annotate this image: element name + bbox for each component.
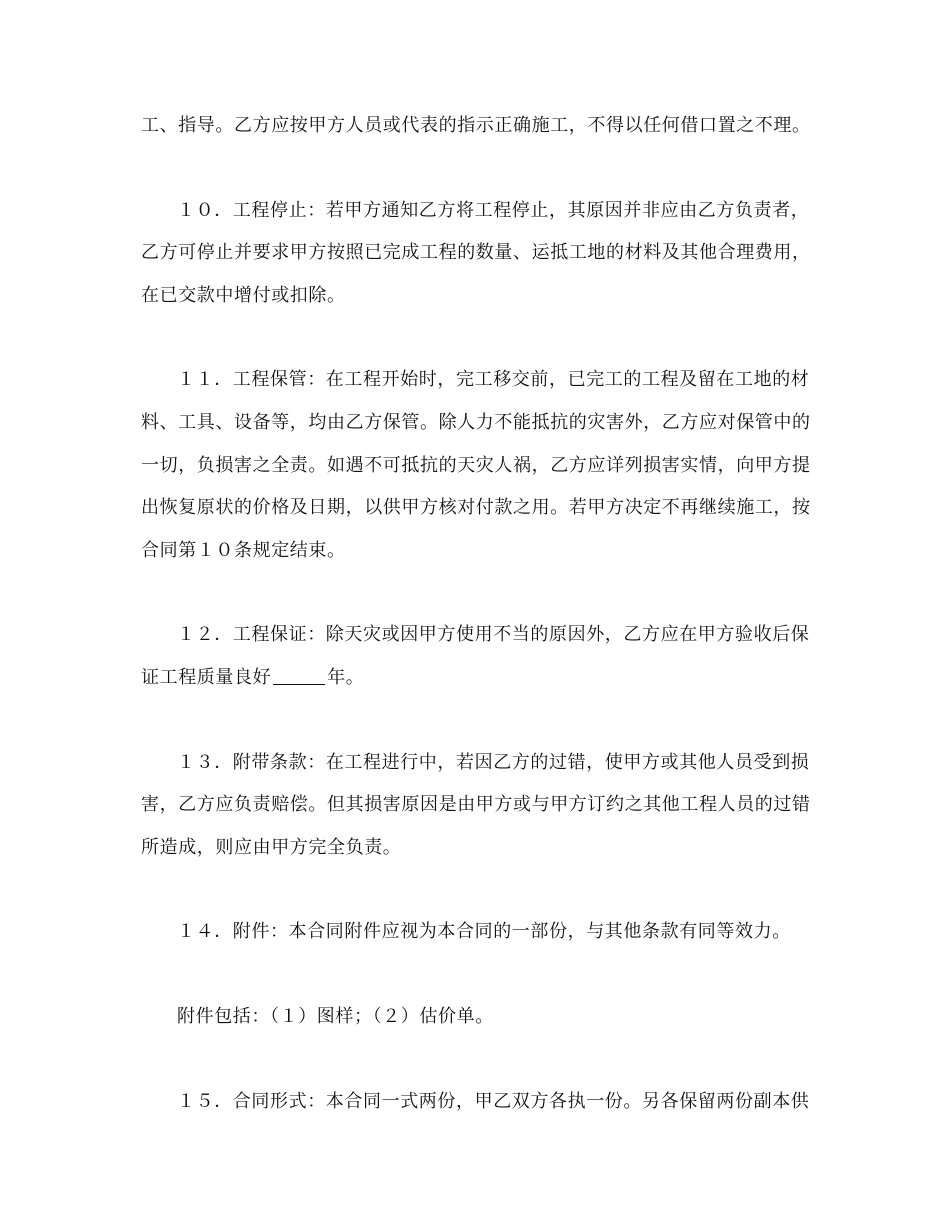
clause-13-line-2: 害，乙方应负责赔偿。但其损害原因是由甲方或与甲方订约之其他工程人员的过错 [141, 794, 811, 815]
fill-in-blank-years [273, 666, 325, 685]
clause-14-line: １４．附件：本合同附件应视为本合同的一部份，与其他条款有同等效力。 [177, 921, 791, 942]
paragraph-9-tail: 工、指导。乙方应按甲方人员或代表的指示正确施工，不得以任何借口置之不理。 [141, 115, 811, 136]
clause-11-line-4: 出恢复原状的价格及日期，以供甲方核对付款之用。若甲方决定不再继续施工，按 [141, 497, 811, 518]
clause-10-line-1: １０．工程停止：若甲方通知乙方将工程停止，其原因并非应由乙方负责者， [177, 200, 810, 221]
clause-10-line-2: 乙方可停止并要求甲方按照已完成工程的数量、运抵工地的材料及其他合理费用， [141, 242, 811, 263]
clause-12-line-1: １２．工程保证：除天灾或因甲方使用不当的原因外，乙方应在甲方验收后保 [177, 624, 810, 645]
clause-11-line-3: 一切，负损害之全责。如遇不可抵抗的天灾人祸，乙方应详列损害实情，向甲方提 [141, 455, 811, 476]
attachments-list: 附件包括：（１）图样；（２）估价单。 [177, 1006, 494, 1027]
clause-12-line-2 [141, 666, 821, 690]
clause-15-line-1: １５．合同形式：本合同一式两份，甲乙双方各执一份。另各保留两份副本供 [177, 1091, 810, 1112]
clause-13-line-3: 所造成，则应由甲方完全负责。 [141, 837, 402, 858]
clause-11-line-5: 合同第１０条规定结束。 [141, 540, 346, 561]
clause-11-line-1: １１．工程保管：在工程开始时，完工移交前，已完工的工程及留在工地的材 [177, 369, 810, 390]
clause-11-line-2: 料、工具、设备等，均由乙方保管。除人力不能抵抗的灾害外，乙方应对保管中的 [141, 412, 811, 433]
clause-10-line-3: 在已交款中增付或扣除。 [141, 285, 346, 306]
clause-12-text-before-blank: 证工程质量良好 [141, 667, 272, 688]
clause-12-text-after-blank: 年。 [327, 667, 365, 688]
clause-13-line-1: １３．附带条款：在工程进行中，若因乙方的过错，使甲方或其他人员受到损 [177, 752, 810, 773]
